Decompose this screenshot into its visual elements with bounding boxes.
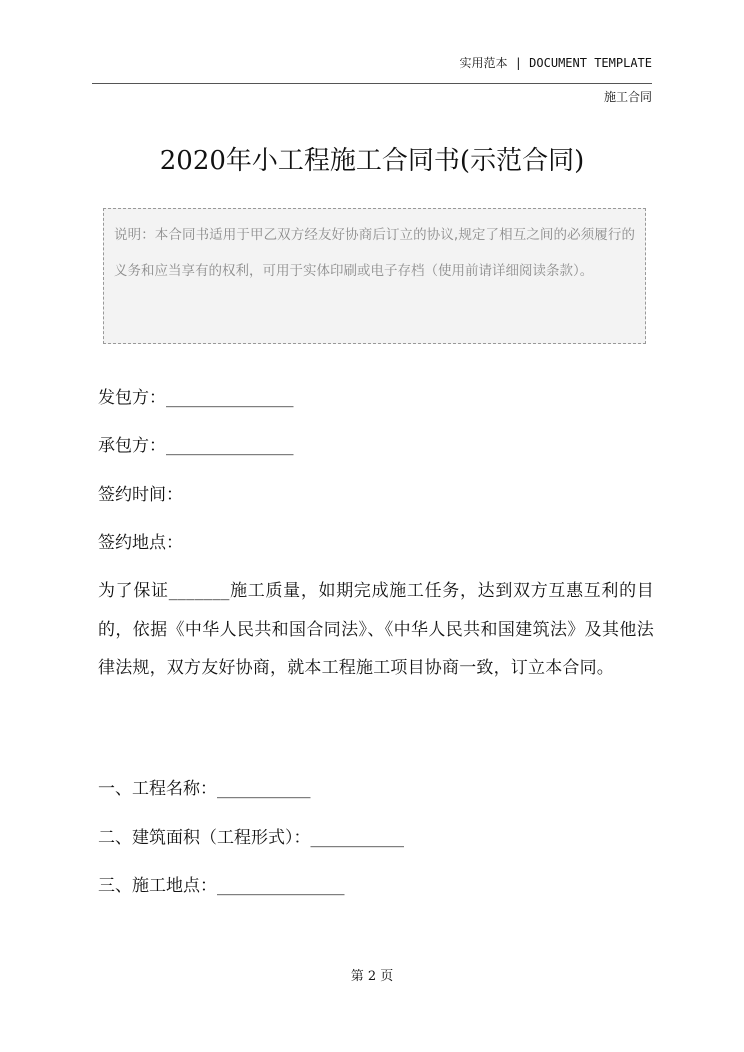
clause-construction-site: 三、施工地点：_______________ xyxy=(98,876,345,896)
page-number: 第 2 页 xyxy=(350,969,394,984)
clause-building-area: 二、建筑面积（工程形式）：___________ xyxy=(98,828,404,848)
intro-paragraph: 为了保证_______施工质量，如期完成施工任务，达到双方互惠互利的目的，依据《中华人民共和国合同法》、《中华人民共和国建筑法》及其他法律法规，双方友好协商，就本工程施工项目协商一致，订立本合同。 xyxy=(98,581,654,679)
sign-place-field: 签约地点： xyxy=(98,533,183,553)
document-header-label: 实用范本 | DOCUMENT TEMPLATE xyxy=(459,56,652,70)
sign-time-field: 签约时间： xyxy=(98,485,183,505)
instruction-notice-box: 说明：本合同书适用于甲乙双方经友好协商后订立的协议,规定了相互之间的必须履行的义务和应当享有的权利，可用于实体印刷或电子存档（使用前请详细阅读条款）。 xyxy=(103,208,646,344)
document-category: 施工合同 xyxy=(603,90,652,104)
contractor-field: 承包方：_______________ xyxy=(98,436,294,456)
header-divider xyxy=(92,83,652,84)
clause-project-name: 一、工程名称：___________ xyxy=(98,779,311,799)
employer-field: 发包方：_______________ xyxy=(98,388,294,408)
document-title: 2020年小工程施工合同书(示范合同) xyxy=(159,146,585,176)
